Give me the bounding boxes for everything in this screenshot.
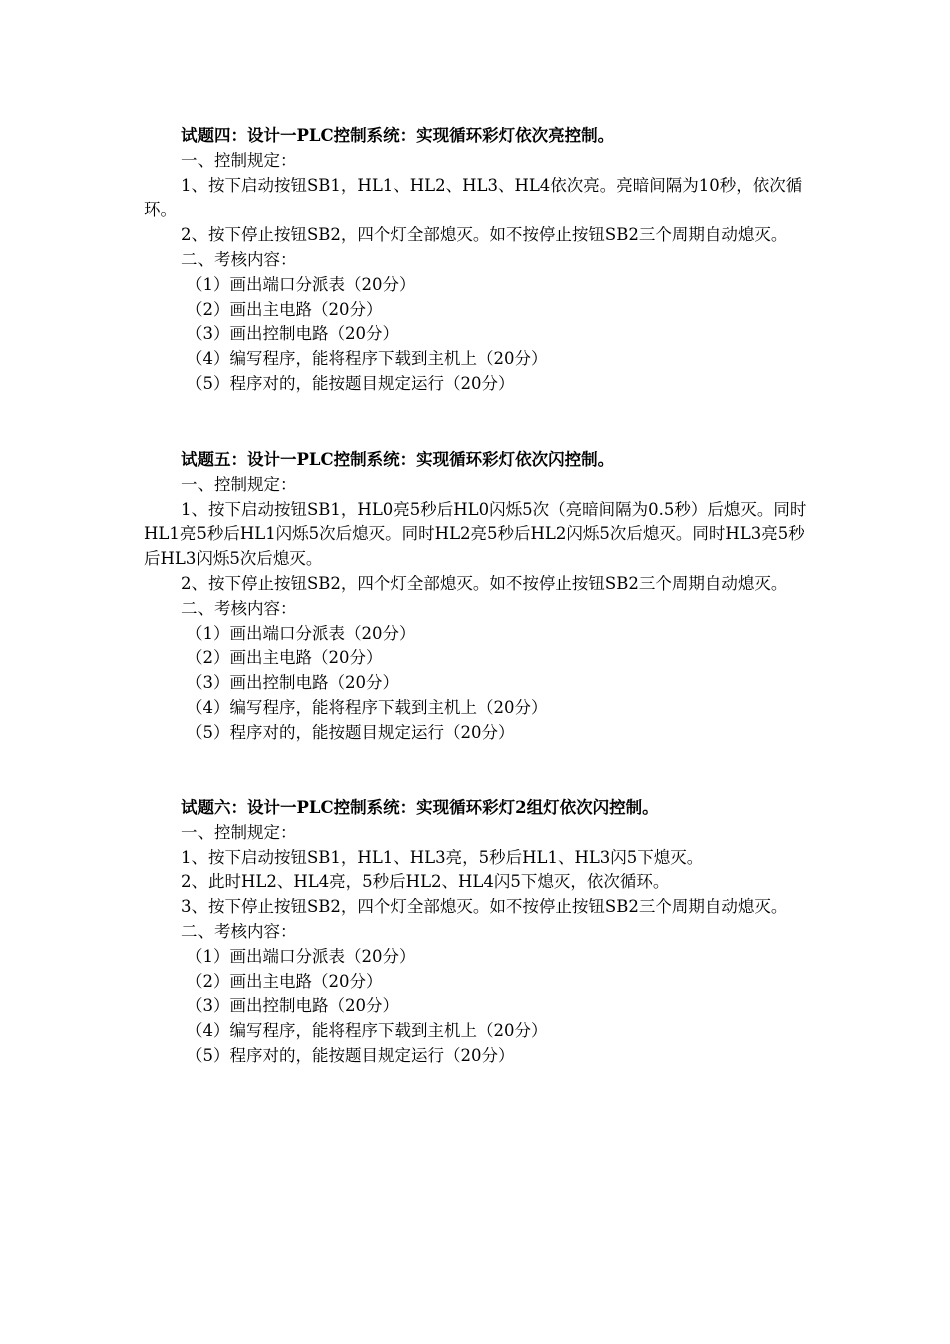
question-6-assessment-item-3: （3）画出控制电路（20分） [186,996,399,1016]
question-6-assessment-item-5: （5）程序对的，能按题目规定运行（20分） [186,1045,515,1065]
question-5-assessment-item-5: （5）程序对的，能按题目规定运行（20分） [186,722,515,742]
question-5-section [144,448,808,746]
question-4-title: 试题四：设计一PLC控制系统：实现循环彩灯依次亮控制。 [181,126,615,145]
question-6-requirement-1: 1、按下启动按钮SB1，HL1、HL3亮，5秒后HL1、HL3闪5下熄灭。 [181,847,704,867]
question-6-requirements-heading: 一、控制规定： [181,822,297,842]
question-4-assessment-item-1: （1）画出端口分派表（20分） [186,274,416,294]
question-5-assessment-item-1: （1）画出端口分派表（20分） [186,623,416,643]
question-5-assessment-item-4: （4）编写程序，能将程序下载到主机上（20分） [186,697,548,717]
question-4-requirement-2: 2、按下停止按钮SB2，四个灯全部熄灭。如不按停止按钮SB2三个周期自动熄灭。 [181,225,788,245]
question-5-requirement-2: 2、按下停止按钮SB2，四个灯全部熄灭。如不按停止按钮SB2三个周期自动熄灭。 [181,573,788,593]
question-6-assessment-item-1: （1）画出端口分派表（20分） [186,946,416,966]
question-4-requirement-1: 1、按下启动按钮SB1，HL1、HL2、HL3、HL4依次亮。亮暗间隔为10秒，依次循环。 [144,175,803,220]
question-6-requirement-3: 3、按下停止按钮SB2，四个灯全部熄灭。如不按停止按钮SB2三个周期自动熄灭。 [181,897,788,917]
question-4-assessment-item-4: （4）编写程序，能将程序下载到主机上（20分） [186,349,548,369]
question-6-section [144,796,808,1069]
question-5-requirement-1: 1、按下启动按钮SB1，HL0亮5秒后HL0闪烁5次（亮暗间隔为0.5秒）后熄灭。同时HL1亮5秒后HL1闪烁5次后熄灭。同时HL2亮5秒后HL2闪烁5次后熄灭。同时HL3亮5秒后HL3闪烁5次后熄灭。 [144,499,807,569]
question-4-requirements-heading: 一、控制规定： [181,150,297,170]
question-5-title: 试题五：设计一PLC控制系统：实现循环彩灯依次闪控制。 [181,450,615,469]
question-4-assessment-item-5: （5）程序对的，能按题目规定运行（20分） [186,373,515,393]
question-4-assessment-item-3: （3）画出控制电路（20分） [186,324,399,344]
question-5-assessment-item-2: （2）画出主电路（20分） [186,648,383,668]
question-6-requirement-2: 2、此时HL2、HL4亮，5秒后HL2、HL4闪5下熄灭，依次循环。 [181,872,670,892]
question-6-assessment-item-4: （4）编写程序，能将程序下载到主机上（20分） [186,1021,548,1041]
question-6-assessment-heading: 二、考核内容： [181,921,297,941]
question-6-assessment-item-2: （2）画出主电路（20分） [186,971,383,991]
question-4-section [144,124,808,397]
question-5-assessment-heading: 二、考核内容： [181,598,297,618]
question-4-assessment-heading: 二、考核内容： [181,249,297,269]
question-5-requirements-heading: 一、控制规定： [181,474,297,494]
question-5-assessment-item-3: （3）画出控制电路（20分） [186,673,399,693]
question-6-title: 试题六：设计一PLC控制系统：实现循环彩灯2组灯依次闪控制。 [181,798,659,817]
question-4-assessment-item-2: （2）画出主电路（20分） [186,299,383,319]
